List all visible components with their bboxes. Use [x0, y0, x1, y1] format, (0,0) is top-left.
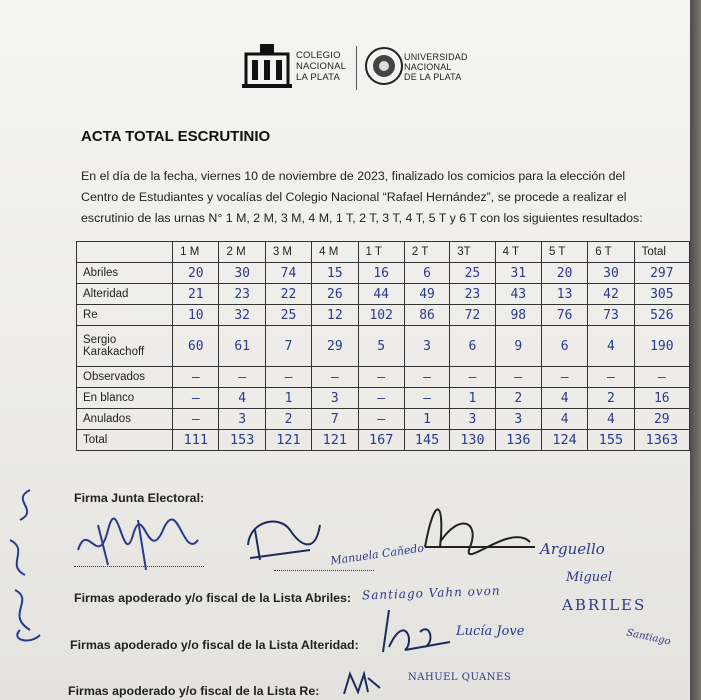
table-cell: 49	[404, 284, 449, 305]
table-row	[77, 326, 690, 367]
table-row	[77, 263, 690, 284]
handwritten-abriles: ABRILES	[562, 596, 647, 614]
table-cell: 42	[588, 284, 634, 305]
intro-line: escrutinio de las urnas N° 1 M, 2 M, 3 M, 4 M, 1 T, 2 T, 3 T, 4 T, 5 T y 6 T con los siguientes resultados:	[81, 211, 643, 225]
table-cell: 3	[404, 326, 449, 367]
table-cell: —	[312, 367, 358, 388]
table-cell: 23	[450, 284, 495, 305]
table-cell: 1	[265, 388, 311, 409]
row-label: Alteridad	[77, 284, 173, 305]
table-cell: 30	[588, 263, 634, 284]
margin-signature-scribble	[0, 480, 50, 650]
handwritten-arguello: Arguello	[540, 540, 605, 558]
table-cell: 102	[358, 305, 404, 326]
signature-scribble-1	[68, 510, 208, 580]
table-cell: 29	[634, 409, 689, 430]
table-cell: —	[219, 367, 265, 388]
table-cell: —	[450, 367, 495, 388]
table-cell: 130	[450, 430, 495, 451]
colegio-building-icon	[242, 40, 292, 90]
table-cell: 6	[404, 263, 449, 284]
corner-cell	[77, 242, 173, 263]
table-cell: —	[495, 367, 541, 388]
table-cell: 60	[173, 326, 219, 367]
handwritten-nahuel: NAHUEL QUANES	[408, 672, 512, 683]
table-cell: 136	[495, 430, 541, 451]
table-cell: —	[358, 388, 404, 409]
table-row	[77, 409, 690, 430]
table-cell: 20	[541, 263, 587, 284]
alteridad-signature-label: Firmas apoderado y/o fiscal de la Lista Alteridad:	[70, 638, 359, 652]
table-cell: 305	[634, 284, 689, 305]
table-cell: 190	[634, 326, 689, 367]
table-header-row	[77, 242, 690, 263]
logo-divider	[356, 46, 357, 90]
table-cell: 72	[450, 305, 495, 326]
table-cell: 76	[541, 305, 587, 326]
table-cell: 4	[588, 409, 634, 430]
table-cell: 16	[358, 263, 404, 284]
row-label: Anulados	[77, 409, 173, 430]
table-cell: 20	[173, 263, 219, 284]
table-cell: 98	[495, 305, 541, 326]
table-row	[77, 284, 690, 305]
table-cell: —	[541, 367, 587, 388]
table-cell: 5	[358, 326, 404, 367]
background-edge	[690, 0, 701, 700]
table-cell: 3	[312, 388, 358, 409]
signature-scribble-5	[340, 668, 384, 698]
table-cell: 121	[312, 430, 358, 451]
table-cell: 297	[634, 263, 689, 284]
table-cell: 2	[588, 388, 634, 409]
table-cell: 153	[219, 430, 265, 451]
table-cell: 12	[312, 305, 358, 326]
table-cell: —	[173, 367, 219, 388]
table-cell: —	[265, 367, 311, 388]
header-logos	[240, 38, 470, 94]
table-cell: —	[173, 388, 219, 409]
intro-paragraph	[81, 166, 641, 229]
signature-line	[274, 570, 374, 571]
table-cell: 121	[265, 430, 311, 451]
table-cell: 30	[219, 263, 265, 284]
table-cell: 26	[312, 284, 358, 305]
table-cell: —	[404, 388, 449, 409]
table-cell: 1	[404, 409, 449, 430]
table-cell: 43	[495, 284, 541, 305]
table-row	[77, 367, 690, 388]
handwritten-miguel: Miguel	[566, 570, 613, 585]
table-cell: —	[173, 409, 219, 430]
table-cell: 86	[404, 305, 449, 326]
table-cell: 3	[219, 409, 265, 430]
table-cell: 22	[265, 284, 311, 305]
table-cell: 167	[358, 430, 404, 451]
table-cell: 3	[450, 409, 495, 430]
handwritten-santiago-vaz: Santiago Vahn ovon	[361, 583, 501, 603]
table-cell: 111	[173, 430, 219, 451]
table-cell: —	[404, 367, 449, 388]
table-cell: 7	[265, 326, 311, 367]
table-cell: —	[358, 409, 404, 430]
table-cell: 15	[312, 263, 358, 284]
university-logo-text: UNIVERSIDAD NACIONAL DE LA PLATA	[404, 52, 468, 82]
table-cell: 25	[450, 263, 495, 284]
table-cell: 29	[312, 326, 358, 367]
table-cell: 44	[358, 284, 404, 305]
university-seal-icon	[364, 44, 404, 88]
column-header: 5 T	[541, 242, 587, 263]
table-cell: 61	[219, 326, 265, 367]
table-cell: 1363	[634, 430, 689, 451]
table-cell: 21	[173, 284, 219, 305]
column-header: 2 T	[404, 242, 449, 263]
table-cell: 4	[219, 388, 265, 409]
abriles-signature-label: Firmas apoderado y/o fiscal de la Lista Abriles:	[74, 591, 352, 605]
table-cell: 6	[541, 326, 587, 367]
table-cell: —	[634, 367, 689, 388]
table-cell: —	[358, 367, 404, 388]
table-cell: 1	[450, 388, 495, 409]
column-header: 1 T	[358, 242, 404, 263]
signature-scribble-2	[240, 510, 330, 570]
row-label: Total	[77, 430, 173, 451]
results-table	[76, 241, 690, 451]
column-header: 3T	[450, 242, 495, 263]
column-header: 3 M	[265, 242, 311, 263]
table-cell: 3	[495, 409, 541, 430]
table-cell: 73	[588, 305, 634, 326]
table-cell: 145	[404, 430, 449, 451]
table-cell: 7	[312, 409, 358, 430]
junta-signature-label: Firma Junta Electoral:	[74, 491, 205, 505]
re-signature-label: Firmas apoderado y/o fiscal de la Lista Re:	[68, 684, 320, 698]
table-cell: 4	[541, 409, 587, 430]
intro-line: En el día de la fecha, viernes 10 de noviembre de 2023, finalizado los comicios para la elección del	[81, 169, 626, 183]
handwritten-lucia: Lucía Jove	[456, 624, 525, 639]
column-header: 6 T	[588, 242, 634, 263]
colegio-logo-text: COLEGIO NACIONAL LA PLATA	[296, 50, 347, 83]
table-body	[77, 263, 690, 451]
row-label: En blanco	[77, 388, 173, 409]
signature-scribble-3	[420, 492, 540, 562]
table-cell: 32	[219, 305, 265, 326]
table-row	[77, 430, 690, 451]
table-cell: 6	[450, 326, 495, 367]
table-cell: 9	[495, 326, 541, 367]
handwritten-santiago: Santiago	[625, 627, 672, 648]
table-cell: 16	[634, 388, 689, 409]
signature-line	[74, 566, 204, 567]
row-label: Re	[77, 305, 173, 326]
table-cell: 4	[541, 388, 587, 409]
column-header: 4 M	[312, 242, 358, 263]
table-cell: 13	[541, 284, 587, 305]
row-label: Sergio Karakachoff	[77, 326, 173, 367]
column-header: 4 T	[495, 242, 541, 263]
table-cell: 2	[265, 409, 311, 430]
table-cell: 526	[634, 305, 689, 326]
signature-scribble-4	[375, 602, 455, 657]
table-row	[77, 305, 690, 326]
table-cell: 10	[173, 305, 219, 326]
column-header: Total	[634, 242, 689, 263]
column-header: 1 M	[173, 242, 219, 263]
row-label: Observados	[77, 367, 173, 388]
row-label: Abriles	[77, 263, 173, 284]
table-cell: 25	[265, 305, 311, 326]
column-header: 2 M	[219, 242, 265, 263]
intro-line: Centro de Estudiantes y vocalías del Colegio Nacional “Rafael Hernández”, se procede a realizar el	[81, 190, 627, 204]
table-cell: 155	[588, 430, 634, 451]
table-row	[77, 388, 690, 409]
handwritten-manuela: Manuela Cañedo	[329, 541, 425, 568]
document-title: ACTA TOTAL ESCRUTINIO	[81, 128, 271, 145]
table-cell: 74	[265, 263, 311, 284]
table-cell: 124	[541, 430, 587, 451]
table-cell: 23	[219, 284, 265, 305]
table-cell: 2	[495, 388, 541, 409]
table-cell: —	[588, 367, 634, 388]
table-cell: 4	[588, 326, 634, 367]
table-cell: 31	[495, 263, 541, 284]
